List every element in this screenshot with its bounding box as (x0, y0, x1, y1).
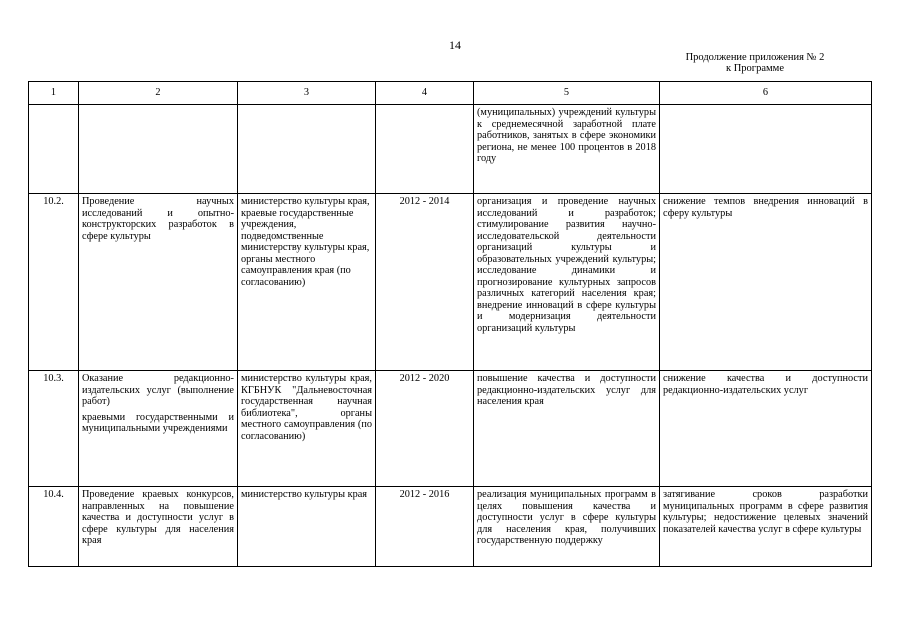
cell-period: 2012 - 2014 (376, 194, 474, 371)
cell-empty (238, 105, 376, 194)
header-col-1: 1 (29, 82, 79, 105)
cell-number: 10.4. (29, 487, 79, 567)
header-col-5: 5 (474, 82, 660, 105)
appendix-title (630, 52, 880, 74)
appendix-title-line1: Продолжение приложения № 2 (685, 52, 825, 63)
table-row (29, 194, 872, 371)
cell-activity-name (79, 371, 238, 487)
cell-result-continued: (муниципальных) учреждений культуры к среднемесячной заработной плате работников, занятых в сфере экономики региона, не менее 100 процентов в 2018 году (474, 105, 660, 194)
cell-period: 2012 - 2020 (376, 371, 474, 487)
page-number: 14 (449, 38, 461, 52)
header-col-2: 2 (79, 82, 238, 105)
header-col-3: 3 (238, 82, 376, 105)
table-row-continuation (29, 105, 872, 194)
cell-empty (79, 105, 238, 194)
cell-activity-name: Проведение краевых конкурсов, направленных на повышение качества и доступности услуг в сфере культуры для населения края (79, 487, 238, 567)
cell-empty (29, 105, 79, 194)
cell-consequence: снижение качества и доступности редакционно-издательских услуг (660, 371, 872, 487)
header-col-6: 6 (660, 82, 872, 105)
table-row (29, 487, 872, 567)
cell-executor: министерство культуры края (238, 487, 376, 567)
cell-period: 2012 - 2016 (376, 487, 474, 567)
cell-expected-result: организация и проведение научных исследований и разработок; стимулирование развития научно-исследовательской деятельности организаций культуры и образовательных учреждений культуры; исследование динамики и прогнозирование культурных запросов различных категорий населения края; внедрение инноваций в сфере культуры и модернизация деятельности организаций культуры (474, 194, 660, 371)
table-header-row (29, 82, 872, 105)
cell-expected-result: повышение качества и доступности редакционно-издательских услуг для населения края (474, 371, 660, 487)
cell-executor: министерство культуры края, КГБНУК "Дальневосточная государственная научная библиотека", органы местного самоуправления (по согласованию) (238, 371, 376, 487)
cell-executor: министерство культуры края, краевые государственные учреждения, подведомственные министерству культуры края, органы местного самоуправления края (по согласованию) (238, 194, 376, 371)
cell-expected-result: реализация муниципальных программ в целях повышения качества и доступности услуг в сфере культуры для населения края, получивших государственную поддержку (474, 487, 660, 567)
cell-consequence: снижение темпов внедрения инноваций в сферу культуры (660, 194, 872, 371)
cell-empty (376, 105, 474, 194)
cell-empty (660, 105, 872, 194)
cell-number: 10.3. (29, 371, 79, 487)
cell-activity-name: Проведение научных исследований и опытно-конструкторских разработок в сфере культуры (79, 194, 238, 371)
appendix-title-line2: к Программе (726, 63, 784, 74)
cell-number: 10.2. (29, 194, 79, 371)
activity-name-part1: Оказание редакционно-издательских услуг (выполнение работ) (82, 373, 234, 407)
table-row (29, 371, 872, 487)
program-table (28, 81, 872, 567)
header-col-4: 4 (376, 82, 474, 105)
activity-name-part2: краевыми государственными и муниципальными учреждениями (82, 411, 234, 434)
cell-consequence: затягивание сроков разработки муниципальных программ в сфере развития культуры; недостижение целевых значений показателей качества услуг в сфере культуры (660, 487, 872, 567)
